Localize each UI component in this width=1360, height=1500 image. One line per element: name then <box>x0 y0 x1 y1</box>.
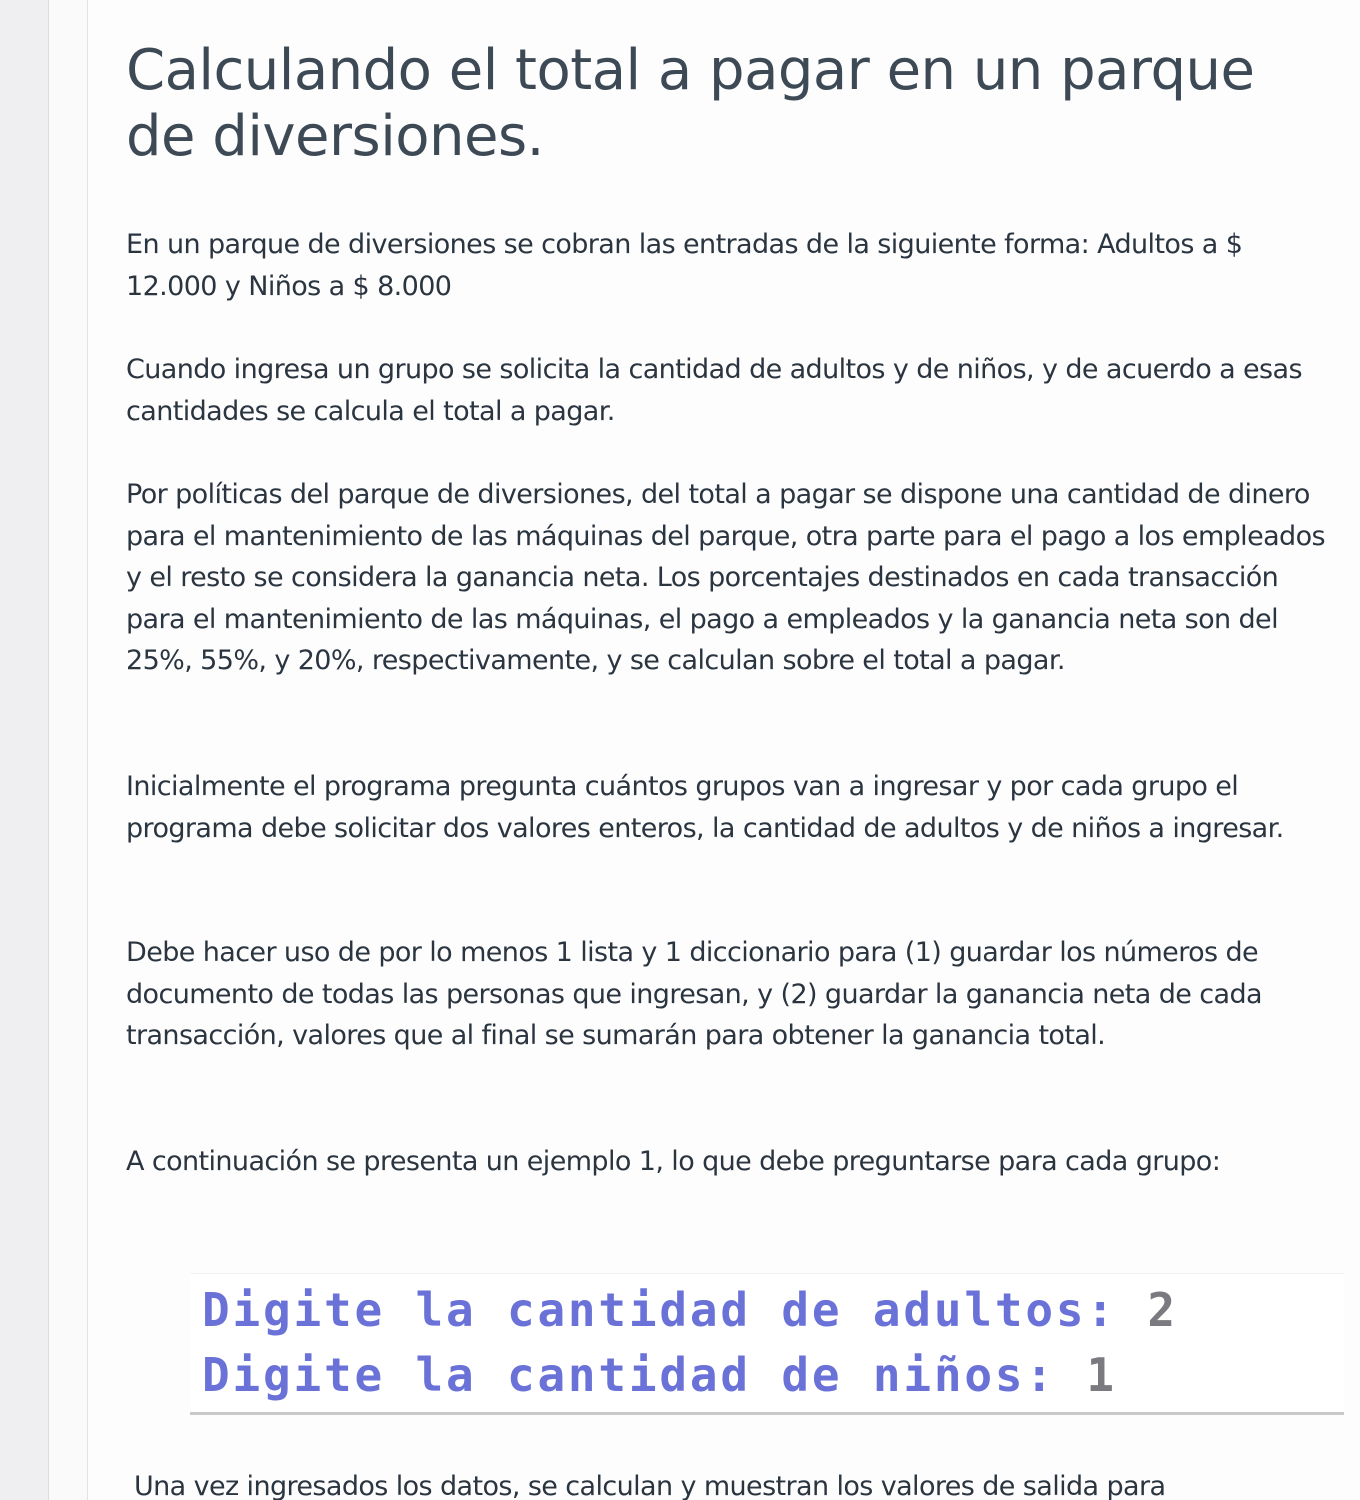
page-title: Calculando el total a pagar en un parque de diversiones. <box>126 38 1255 169</box>
left-gutter <box>0 0 49 1500</box>
console-prompt-children: Digite la cantidad de niños: <box>202 1348 1087 1402</box>
paragraph-group-input: Cuando ingresa un grupo se solicita la cantidad de adultos y de niños, y de acuerdo a esas cantidades se calcula el total a pagar. <box>126 354 1302 427</box>
paragraph-example-intro: A continuación se presenta un ejemplo 1, lo que debe preguntarse para cada grupo: <box>126 1146 1221 1177</box>
console-line-adults <box>202 1282 1178 1338</box>
paragraph-list-dictionary: Debe hacer uso de por lo menos 1 lista y 1 diccionario para (1) guardar los números de documento de todas las personas que ingresan, y (2) guardar la ganancia neta de cada transacción, valores que al final se sumarán para obtener la ganancia total. <box>126 937 1262 1052</box>
console-example-image <box>190 1273 1344 1415</box>
console-prompt-adults: Digite la cantidad de adultos: <box>202 1283 1148 1337</box>
left-margin-strip <box>49 0 88 1500</box>
paragraph-program-flow: Inicialmente el programa pregunta cuántos grupos van a ingresar y por cada grupo el programa debe solicitar dos valores enteros, la cantidad de adultos y de niños a ingresar. <box>126 771 1284 844</box>
console-line-children <box>202 1347 1117 1403</box>
paragraph-percentages: Por políticas del parque de diversiones, del total a pagar se dispone una cantidad de dinero para el mantenimiento de las máquinas del parque, otra parte para el pago a los empleados y el resto se considera la ganancia neta. Los porcentajes destinados en cada transacción para el mantenimiento de las máquinas, el pago a empleados y la ganancia neta son del 25%, 55%, y 20%, respectivamente, y se calculan sobre el total a pagar. <box>126 479 1325 677</box>
paragraph-ticket-prices: En un parque de diversiones se cobran las entradas de la siguiente forma: Adultos a $ 12.000 y Niños a $ 8.000 <box>126 229 1243 302</box>
article-panel <box>88 0 1360 1500</box>
article-body <box>126 38 1326 1402</box>
paragraph-output-intro: Una vez ingresados los datos, se calculan y muestran los valores de salida para <box>134 1471 1166 1500</box>
console-value-adults: 2 <box>1147 1283 1178 1337</box>
console-value-children: 1 <box>1086 1348 1117 1402</box>
